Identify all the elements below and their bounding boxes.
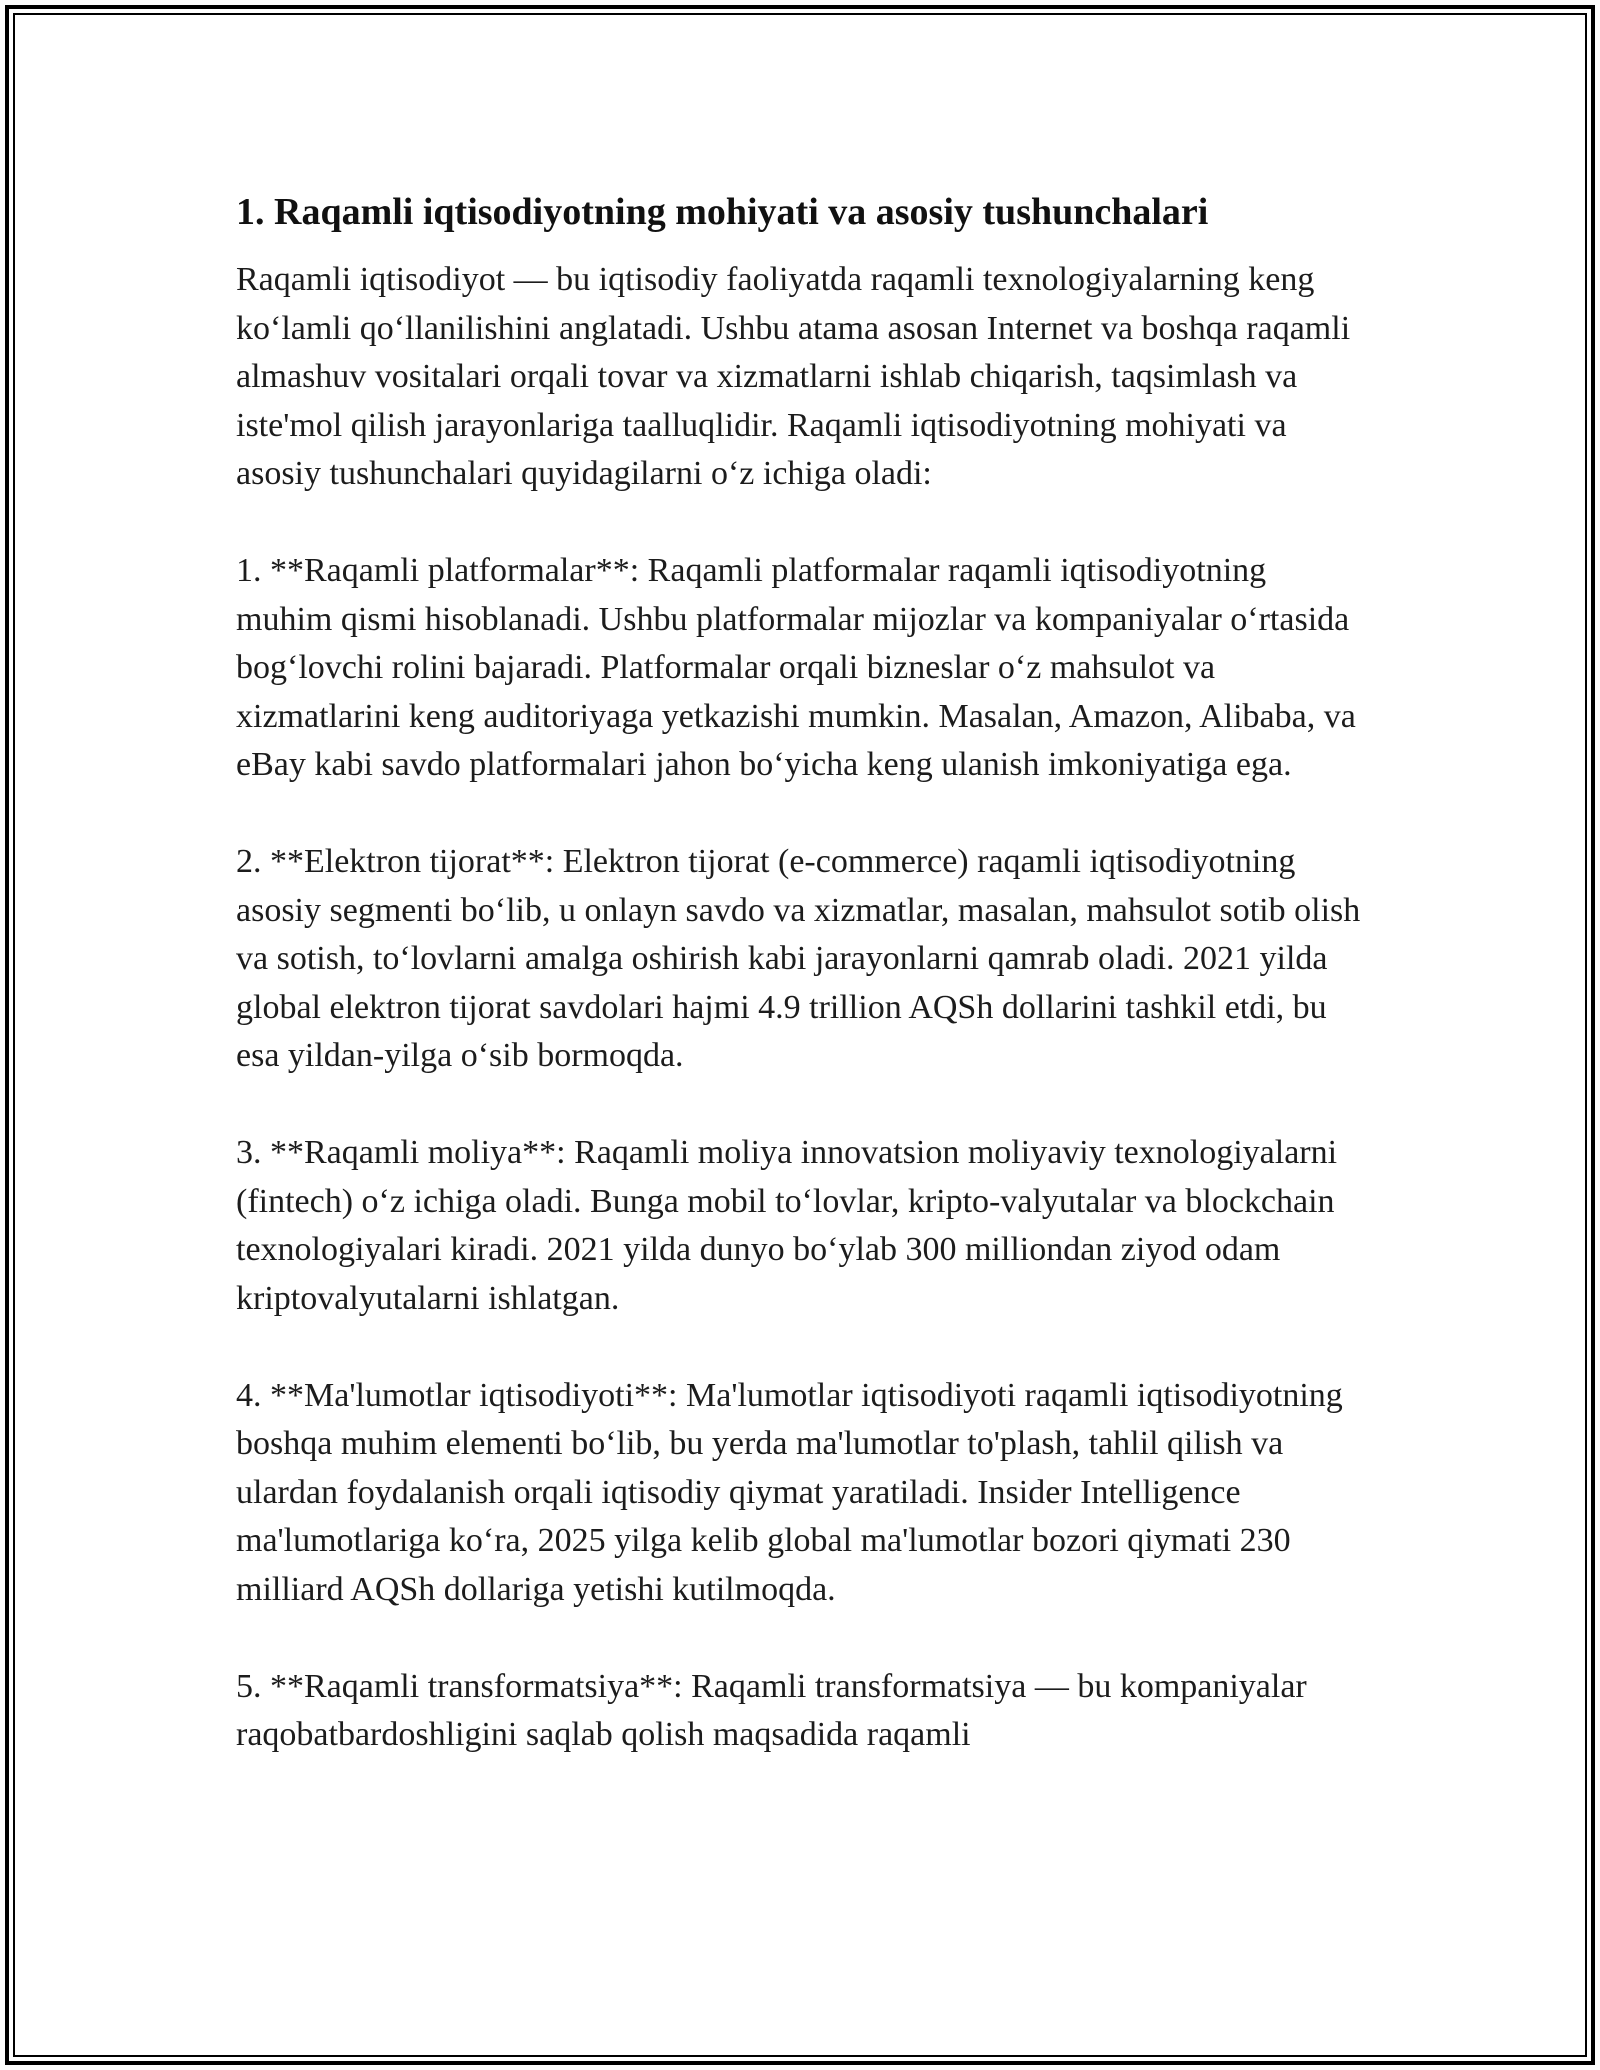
list-item-digital-transformation: 5. **Raqamli transformatsiya**: Raqamli transformatsiya — bu kompaniyalar raqobatbardoshligini saqlab qolish maqsadida raqamli [236,1667,1307,1753]
document-body [236,186,1366,1808]
list-item-data-economy: 4. **Ma'lumotlar iqtisodiyoti**: Ma'lumotlar iqtisodiyoti raqamli iqtisodiyotning boshqa muhim elementi boʻlib, bu yerda ma'lumotlar to'plash, tahlil qilish va ulardan foydalanish orqali iqtisodiy qiymat yaratiladi. Insider Intelligence ma'lumotlariga koʻra, 2025 yilga kelib global ma'lumotlar bozori qiymati 230 milliard AQSh dollariga yetishi kutilmoqda. [236,1376,1343,1608]
list-item-e-commerce: 2. **Elektron tijorat**: Elektron tijorat (e-commerce) raqamli iqtisodiyotning asosiy segmenti boʻlib, u onlayn savdo va xizmatlar, masalan, mahsulot sotib olish va sotish, toʻlovlarni amalga oshirish kabi jarayonlarni qamrab oladi. 2021 yilda global elektron tijorat savdolari hajmi 4.9 trillion AQSh dollarini tashkil etdi, bu esa yildan-yilga oʻsib bormoqda. [236,843,1361,1074]
section-title: 1. Raqamli iqtisodiyotning mohiyati va asosiy tushunchalari [236,191,1209,233]
intro-paragraph: Raqamli iqtisodiyot — bu iqtisodiy faoliyatda raqamli texnologiyalarning keng koʻlamli qoʻllanilishini anglatadi. Ushbu atama asosan Internet va boshqa raqamli almashuv vositalari orqali tovar va xizmatlarni ishlab chiqarish, taqsimlash va iste'mol qilish jarayonlariga taalluqlidir. Raqamli iqtisodiyotning mohiyati va asosiy tushunchalari quyidagilarni oʻz ichiga oladi: [236,261,1351,492]
list-item-digital-platforms: 1. **Raqamli platformalar**: Raqamli platformalar raqamli iqtisodiyotning muhim qismi hisoblanadi. Ushbu platformalar mijozlar va kompaniyalar oʻrtasida bogʻlovchi rolini bajaradi. Platformalar orqali bizneslar oʻz mahsulot va xizmatlarini keng auditoriyaga yetkazishi mumkin. Masalan, Amazon, Alibaba, va eBay kabi savdo platformalari jahon boʻyicha keng ulanish imkoniyatiga ega. [236,552,1356,783]
list-item-digital-finance: 3. **Raqamli moliya**: Raqamli moliya innovatsion moliyaviy texnologiyalarni (fintech) oʻz ichiga oladi. Bunga mobil toʻlovlar, kripto-valyutalar va blockchain texnologiyalari kiradi. 2021 yilda dunyo boʻylab 300 milliondan ziyod odam kriptovalyutalarni ishlatgan. [236,1134,1338,1317]
